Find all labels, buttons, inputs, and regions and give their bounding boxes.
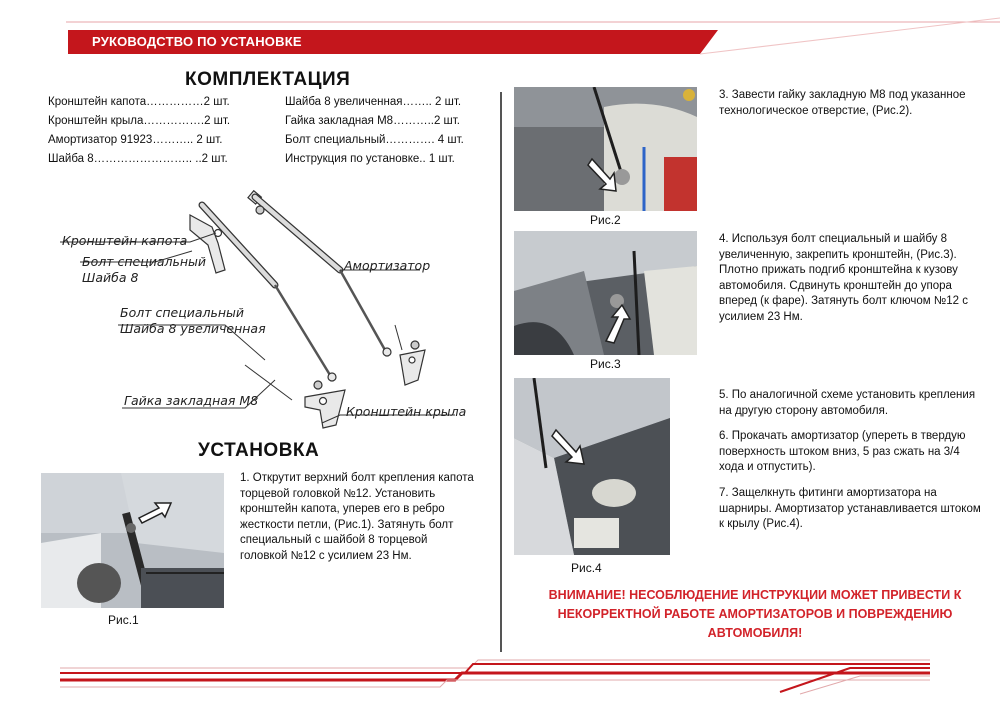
figure-2-caption: Рис.2 [590, 213, 621, 227]
step-6: 6. Прокачать амортизатор (уперeть в твердую поверхность штоком вниз, 5 раз сжать на 3/4 хода и отпустить). [719, 430, 966, 473]
label-special-bolt-1: Болт специальный [82, 254, 207, 269]
warning-block [530, 586, 980, 643]
kit-title: КОМПЛЕКТАЦИЯ [185, 69, 351, 90]
step-1: 1. Открутит верхний болт крепления капота торцевой головкой №12. Установить кронштейн капота, уперев его в ребро жесткости петли, (Рис.1). Затянуть болт специальный с шайбой 8 торцевой головкой №12 с усилием 23 Нм. [240, 472, 474, 562]
label-washer-8-big: Шайба 8 увеличенная [120, 321, 266, 336]
column-divider [500, 92, 502, 652]
kit-item: Кронштейн крыла…………….2 шт. [48, 115, 231, 127]
figure-1-photo [41, 473, 224, 608]
step-3: 3. Завести гайку закладную М8 под указанное технологическое отверстие, (Рис.2). [719, 89, 966, 117]
kit-item: Болт специальный…………. 4 шт. [285, 134, 464, 146]
shock-absorber-1 [248, 191, 391, 356]
figure-2-photo [514, 87, 697, 211]
label-wing-bracket: Кронштейн крыла [346, 404, 467, 419]
kit-item: Кронштейн капота……………2 шт. [48, 96, 230, 108]
warning-line-1: ВНИМАНИЕ! НЕСОБЛЮДЕНИЕ ИНСТРУКЦИИ МОЖЕТ ПРИВЕСТИ К [548, 588, 962, 602]
step-7: 7. Защелкнуть фитинги амортизатора на шарниры. Амортизатор устанавливается штоком к крылу (Рис.4). [719, 487, 981, 530]
kit-item: Инструкция по установке.. 1 шт. [285, 153, 455, 165]
kit-item: Гайка закладная М8………..2 шт. [285, 115, 460, 127]
figure-3-caption: Рис.3 [590, 357, 621, 371]
figure-1-caption: Рис.1 [108, 613, 139, 627]
figure-3-photo [514, 231, 697, 355]
figure-4-photo [514, 378, 670, 555]
parts-diagram [40, 175, 480, 440]
shock-absorber-2 [202, 205, 336, 381]
wing-bracket-part-1 [400, 350, 425, 385]
kit-item: Шайба 8 увеличенная…….. 2 шт. [285, 96, 462, 108]
install-title: УСТАНОВКА [198, 440, 320, 461]
label-shock: Амортизатор [344, 258, 431, 273]
label-washer-8: Шайба 8 [82, 270, 139, 285]
wing-bracket-part-2 [305, 390, 345, 428]
kit-list-right [285, 93, 464, 169]
step-5: 5. По аналогичной схеме установить крепления на другую сторону автомобиля. [719, 389, 976, 417]
kit-item: Шайба 8…………………….. ..2 шт. [48, 153, 228, 165]
step-4: 4. Используя болт специальный и шайбу 8 увеличенную, закрепить кронштейн, (Рис.3). Плотно прижать подгиб кронштейна к кузову автомобиля. Сдвинуть кронштейн до упора вперед (к фаре). Затянуть болт ключом №12 с усилием 23 Нм. [719, 233, 968, 323]
figure-4-caption: Рис.4 [571, 561, 602, 575]
warning-line-2: НЕКОРРЕКТНОЙ РАБОТЕ АМОРТИЗАТОРОВ И ПОВРЕЖДЕНИЮ [557, 607, 953, 621]
footer-stripes [0, 640, 1000, 706]
warning-line-3: АВТОМОБИЛЯ! [707, 626, 803, 640]
kit-list-left [48, 93, 230, 169]
label-nut: Гайка закладная М8 [124, 393, 259, 408]
header-title: РУКОВОДСТВО ПО УСТАНОВКЕ [92, 34, 302, 49]
kit-item: Амортизатор 91923……….. 2 шт. [48, 134, 223, 146]
label-special-bolt-2: Болт специальный [120, 305, 245, 320]
label-hood-bracket: Кронштейн капота [62, 233, 188, 248]
